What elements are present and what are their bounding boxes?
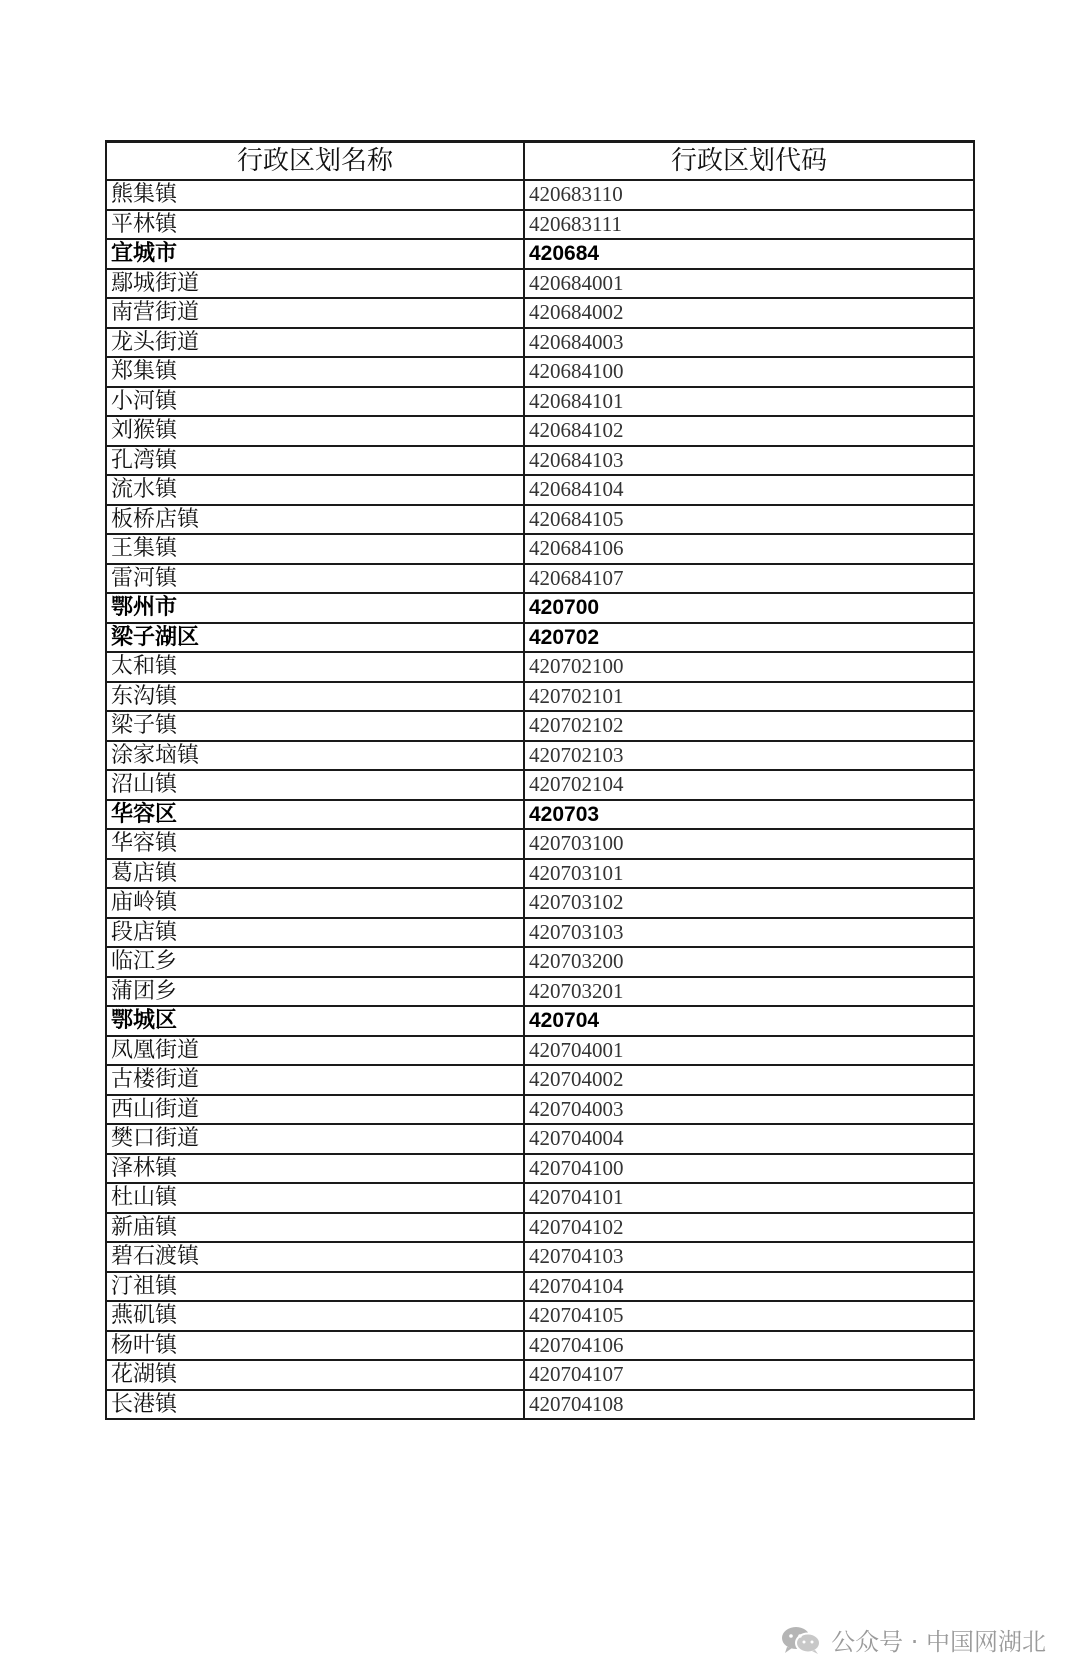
division-name-cell: 雷河镇 (106, 564, 524, 594)
division-name-cell: 樊口街道 (106, 1124, 524, 1154)
division-code-cell: 420684106 (524, 534, 974, 564)
table-row (106, 1331, 974, 1361)
division-code-cell: 420702101 (524, 682, 974, 712)
division-name-cell: 鄢城街道 (106, 269, 524, 299)
division-name-cell: 梁子镇 (106, 711, 524, 741)
division-name-cell: 长港镇 (106, 1390, 524, 1420)
division-code-cell: 420704001 (524, 1036, 974, 1066)
table-row (106, 1006, 974, 1036)
division-name-cell: 鄂城区 (106, 1006, 524, 1036)
division-code-cell: 420703201 (524, 977, 974, 1007)
division-code-cell: 420704100 (524, 1154, 974, 1184)
table-row (106, 1095, 974, 1125)
division-name-cell: 古楼街道 (106, 1065, 524, 1095)
division-code-cell: 420703200 (524, 947, 974, 977)
table-row (106, 1065, 974, 1095)
division-name-cell: 新庙镇 (106, 1213, 524, 1243)
table-row (106, 1272, 974, 1302)
table-row (106, 387, 974, 417)
division-code-cell: 420704105 (524, 1301, 974, 1331)
table-row (106, 505, 974, 535)
division-code-cell: 420683111 (524, 210, 974, 240)
table-row (106, 800, 974, 830)
division-code-cell: 420704004 (524, 1124, 974, 1154)
division-name-cell: 涂家垴镇 (106, 741, 524, 771)
division-code-cell: 420684104 (524, 475, 974, 505)
division-code-cell: 420703100 (524, 829, 974, 859)
table-row (106, 977, 974, 1007)
division-code-cell: 420684001 (524, 269, 974, 299)
division-code-cell: 420704108 (524, 1390, 974, 1420)
table-row (106, 446, 974, 476)
header-division-name: 行政区划名称 (106, 142, 524, 181)
division-code-cell: 420684105 (524, 505, 974, 535)
table-row (106, 623, 974, 653)
division-name-cell: 西山街道 (106, 1095, 524, 1125)
table-row (106, 947, 974, 977)
division-code-cell: 420704107 (524, 1360, 974, 1390)
table-row (106, 711, 974, 741)
table-row (106, 534, 974, 564)
division-code-cell: 420684100 (524, 357, 974, 387)
table-row (106, 1213, 974, 1243)
table-row (106, 1124, 974, 1154)
table-row (106, 269, 974, 299)
table-row (106, 741, 974, 771)
division-code-cell: 420684101 (524, 387, 974, 417)
division-name-cell: 鄂州市 (106, 593, 524, 623)
division-code-cell: 420704103 (524, 1242, 974, 1272)
division-code-cell: 420704003 (524, 1095, 974, 1125)
division-name-cell: 南营街道 (106, 298, 524, 328)
table-row (106, 859, 974, 889)
division-name-cell: 杜山镇 (106, 1183, 524, 1213)
division-name-cell: 板桥店镇 (106, 505, 524, 535)
division-name-cell: 梁子湖区 (106, 623, 524, 653)
table-row (106, 1036, 974, 1066)
division-code-cell: 420704104 (524, 1272, 974, 1302)
division-name-cell: 刘猴镇 (106, 416, 524, 446)
division-code-cell: 420702100 (524, 652, 974, 682)
table-body (106, 180, 974, 1419)
division-code-cell: 420703102 (524, 888, 974, 918)
table-row (106, 682, 974, 712)
table-header-row (106, 142, 974, 181)
table-row (106, 1183, 974, 1213)
division-name-cell: 汀祖镇 (106, 1272, 524, 1302)
table-row (106, 239, 974, 269)
division-code-cell: 420700 (524, 593, 974, 623)
division-name-cell: 流水镇 (106, 475, 524, 505)
table-row (106, 475, 974, 505)
table-row (106, 564, 974, 594)
division-code-table (105, 140, 975, 1420)
table-row (106, 1360, 974, 1390)
division-code-cell: 420684107 (524, 564, 974, 594)
division-code-cell: 420704 (524, 1006, 974, 1036)
table-row (106, 918, 974, 948)
division-code-cell: 420702104 (524, 770, 974, 800)
table-row (106, 652, 974, 682)
table-row (106, 298, 974, 328)
division-name-cell: 龙头街道 (106, 328, 524, 358)
division-name-cell: 沼山镇 (106, 770, 524, 800)
division-code-cell: 420684003 (524, 328, 974, 358)
division-name-cell: 段店镇 (106, 918, 524, 948)
table-row (106, 180, 974, 210)
division-name-cell: 华容区 (106, 800, 524, 830)
division-name-cell: 太和镇 (106, 652, 524, 682)
table-row (106, 1301, 974, 1331)
division-code-cell: 420704002 (524, 1065, 974, 1095)
division-code-cell: 420684 (524, 239, 974, 269)
header-division-code: 行政区划代码 (524, 142, 974, 181)
table-row (106, 1390, 974, 1420)
table-row (106, 357, 974, 387)
division-code-cell: 420684103 (524, 446, 974, 476)
division-name-cell: 平林镇 (106, 210, 524, 240)
division-name-cell: 杨叶镇 (106, 1331, 524, 1361)
division-name-cell: 碧石渡镇 (106, 1242, 524, 1272)
table-row (106, 770, 974, 800)
division-name-cell: 蒲团乡 (106, 977, 524, 1007)
table-row (106, 416, 974, 446)
division-name-cell: 燕矶镇 (106, 1301, 524, 1331)
division-name-cell: 宜城市 (106, 239, 524, 269)
division-name-cell: 花湖镇 (106, 1360, 524, 1390)
division-code-cell: 420702103 (524, 741, 974, 771)
division-code-cell: 420703103 (524, 918, 974, 948)
table-row (106, 1242, 974, 1272)
table-row (106, 593, 974, 623)
wechat-icon (779, 1625, 823, 1655)
wechat-account-footer (779, 1622, 1046, 1657)
division-code-cell: 420683110 (524, 180, 974, 210)
division-name-cell: 熊集镇 (106, 180, 524, 210)
division-code-cell: 420703 (524, 800, 974, 830)
table-row (106, 829, 974, 859)
division-code-cell: 420702 (524, 623, 974, 653)
footer-account-name: 公众号 · 中国网湖北 (831, 1628, 1046, 1656)
division-name-cell: 临江乡 (106, 947, 524, 977)
table-row (106, 1154, 974, 1184)
division-name-cell: 华容镇 (106, 829, 524, 859)
division-name-cell: 孔湾镇 (106, 446, 524, 476)
table-row (106, 210, 974, 240)
division-code-cell: 420704101 (524, 1183, 974, 1213)
division-code-cell: 420684002 (524, 298, 974, 328)
division-name-cell: 郑集镇 (106, 357, 524, 387)
division-name-cell: 东沟镇 (106, 682, 524, 712)
division-name-cell: 庙岭镇 (106, 888, 524, 918)
division-code-cell: 420704106 (524, 1331, 974, 1361)
division-name-cell: 葛店镇 (106, 859, 524, 889)
division-name-cell: 凤凰街道 (106, 1036, 524, 1066)
division-name-cell: 泽林镇 (106, 1154, 524, 1184)
division-code-cell: 420684102 (524, 416, 974, 446)
division-code-cell: 420704102 (524, 1213, 974, 1243)
table-row (106, 328, 974, 358)
division-name-cell: 王集镇 (106, 534, 524, 564)
division-code-cell: 420703101 (524, 859, 974, 889)
table-row (106, 888, 974, 918)
division-name-cell: 小河镇 (106, 387, 524, 417)
division-code-cell: 420702102 (524, 711, 974, 741)
